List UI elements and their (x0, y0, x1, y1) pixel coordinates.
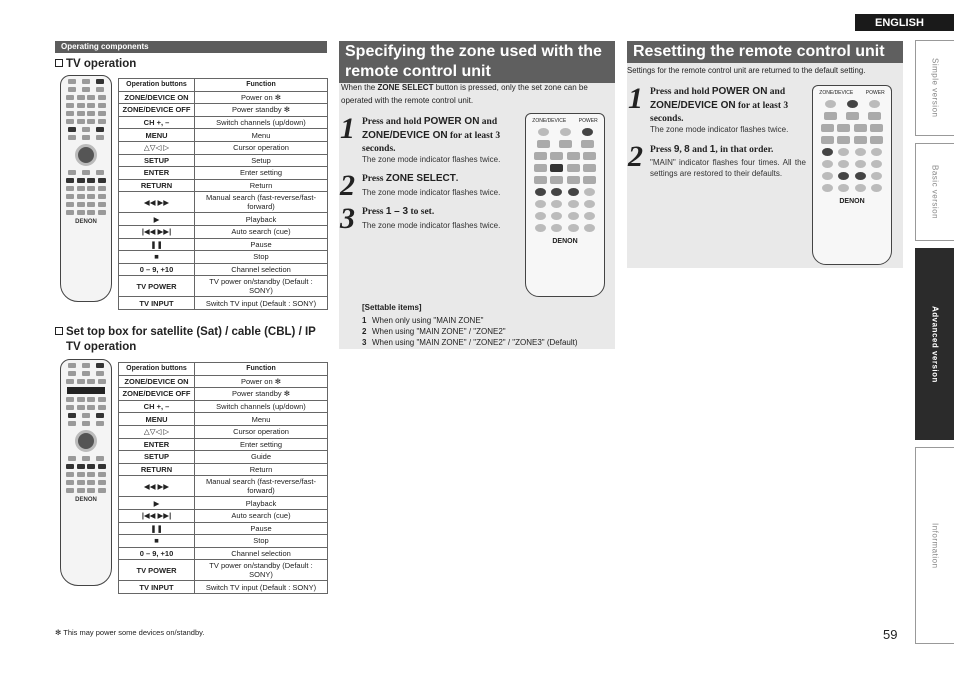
tab-basic-version[interactable] (915, 143, 954, 241)
remote-illustration-tv: DENON (60, 75, 112, 302)
tab-simple-version[interactable] (915, 40, 954, 136)
section-label: Operating components (55, 41, 327, 53)
zone-intro: When the ZONE SELECT button is pressed, only the set zone can be operated with the remote control unit. (341, 83, 588, 105)
tv-operation-table: Operation buttons Function ZONE/DEVICE ON Power on ✻ ZONE/DEVICE OFF Power standby ✻ CH +, – Switch channels (up/down) MENU Menu △▽◁ ▷ Cursor operation SETUP Setup ENTER Enter setting RETURN Return ◀◀ ▶▶ Manual search (fast-reverse/fast-forward) ▶ Playback |◀◀ ▶▶| Auto search (cue) ❚❚ Pause ■ Stop 0 – 9, +10 Channel selection TV POWER TV power on/standby (Default : SONY) TV INPUT Switch TV input (Default : SONY) (118, 78, 328, 310)
zone-title: Specifying the zone used with the remote control unit (339, 41, 615, 83)
language-tab: ENGLISH (855, 14, 954, 31)
reset-remote-illustration: ZONE/DEVICE POWER DENON (812, 85, 892, 265)
remote-illustration-stb: DENON (60, 359, 112, 586)
reset-step-1: 1 Press and hold POWER ON and ZONE/DEVICE ON for at least 3 seconds. The zone mode indicator flashes twice. (628, 82, 789, 134)
checkbox-icon (55, 59, 63, 67)
subheading-tv-operation: TV operation (55, 57, 136, 72)
tab-label: Information (930, 522, 940, 569)
tab-information[interactable] (915, 447, 954, 644)
tab-label: Simple version (930, 58, 940, 118)
tab-advanced-version[interactable] (915, 248, 954, 440)
subheading-set-top-box: Set top box for satellite (Sat) / cable (CBL) / IP TV operation (55, 325, 335, 355)
footnote: ✻ This may power some devices on/standby. (55, 628, 205, 637)
reset-title: Resetting the remote control unit (627, 41, 903, 63)
reset-step-2: 2 Press 9, 8 and 1, in that order. "MAIN" indicator flashes four times. All the settings are restored to their defaults. (628, 140, 806, 178)
checkbox-icon (55, 327, 63, 335)
settable-item: 3 When using "MAIN ZONE" / "ZONE2" / "ZONE3" (Default) (362, 338, 578, 347)
tab-label: Basic version (930, 164, 940, 220)
settable-item: 1 When only using "MAIN ZONE" (362, 316, 484, 325)
zone-remote-illustration: ZONE/DEVICE POWER DENON (525, 113, 605, 297)
settable-item: 2 When using "MAIN ZONE" / "ZONE2" (362, 327, 506, 336)
zone-step-3: 3 Press 1 – 3 to set. The zone mode indicator flashes twice. (340, 202, 501, 235)
zone-step-1: 1 Press and hold POWER ON and ZONE/DEVICE ON for at least 3 seconds. The zone mode indicator flashes twice. (340, 112, 501, 164)
reset-intro: Settings for the remote control unit are returned to the default setting. (627, 66, 866, 75)
stb-operation-table: Operation buttons Function ZONE/DEVICE ON Power on ✻ ZONE/DEVICE OFF Power standby ✻ CH +, – Switch channels (up/down) MENU Menu △▽◁ ▷ Cursor operation ENTER Enter setting SETUP Guide RETURN Return ◀◀ ▶▶ Manual search (fast-reverse/fast-forward) ▶ Playback |◀◀ ▶▶| Auto search (cue) ❚❚ Pause ■ Stop 0 – 9, +10 Channel selection TV POWER TV power on/standby (Default : SONY) TV INPUT Switch TV input (Default : SONY) (118, 362, 328, 594)
page-number: 59 (883, 627, 898, 642)
settable-items: [Settable items] 1 When only using "MAIN ZONE" 2 When using "MAIN ZONE" / "ZONE2" 3 When using "MAIN ZONE" / "ZONE2" / "ZONE3" (Default) (362, 303, 578, 347)
tab-label: Advanced version (930, 305, 940, 383)
zone-step-2: 2 Press ZONE SELECT. The zone mode indicator flashes twice. (340, 169, 501, 202)
